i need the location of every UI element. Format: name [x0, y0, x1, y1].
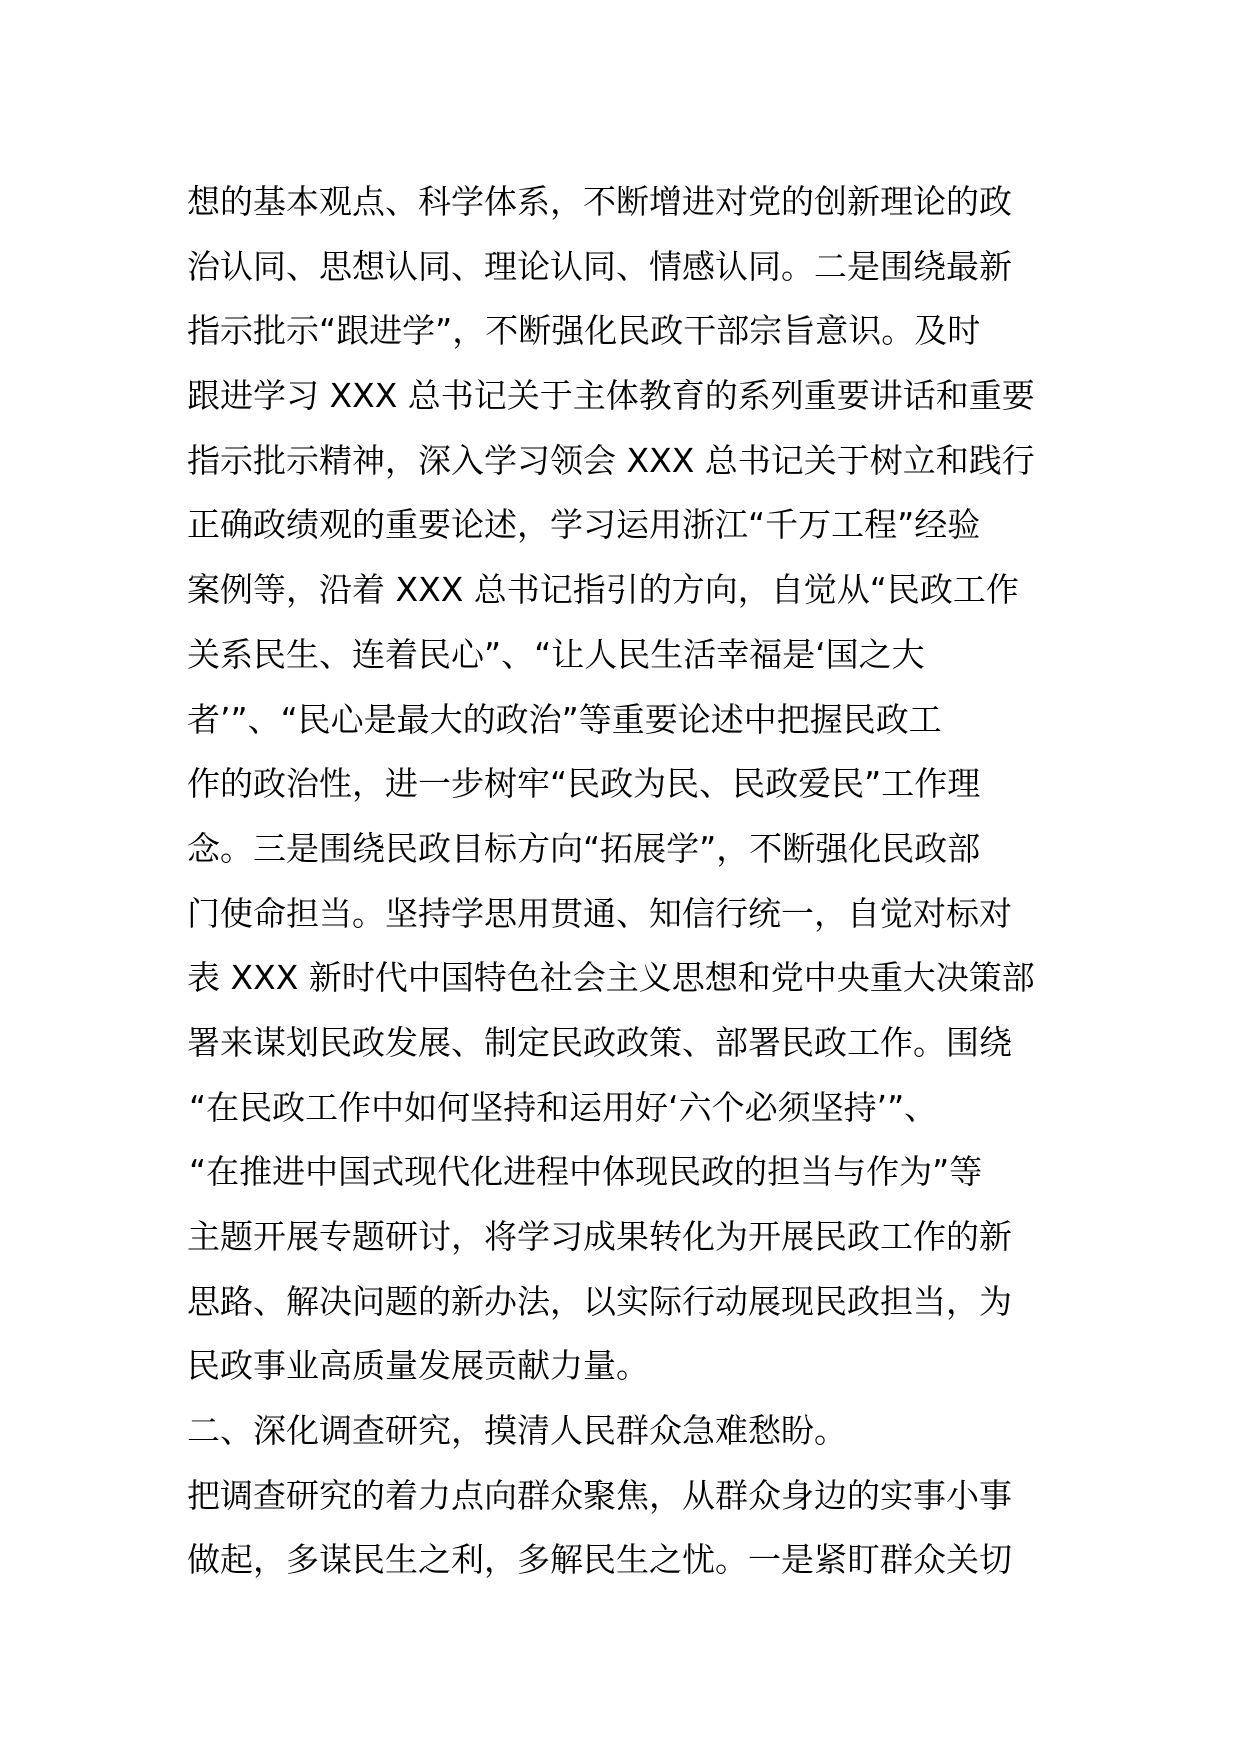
text-line: 跟进学习 XXX 总书记关于主体教育的系列重要讲话和重要	[187, 376, 1035, 416]
text-line: 门使命担当。坚持学思用贯通、知信行统一，自觉对标对	[187, 893, 1012, 933]
text-line: 作的政治性，进一步树牢“民政为民、民政爱民”工作理	[187, 764, 981, 804]
text-line: 治认同、思想认同、理论认同、情感认同。二是围绕最新	[187, 246, 1012, 286]
text-line: 案例等，沿着 XXX 总书记指引的方向，自觉从“民政工作	[187, 570, 1019, 610]
text-line: 指示批示精神，深入学习领会 XXX 总书记关于树立和践行	[187, 440, 1035, 480]
text-line: 念。三是围绕民政目标方向“拓展学”，不断强化民政部	[187, 828, 981, 868]
text-line: 民政事业高质量发展贡献力量。	[187, 1346, 649, 1386]
text-line: 做起，多谋民生之利，多解民生之忧。一是紧盯群众关切	[187, 1540, 1012, 1580]
text-line: 者’”、“民心是最大的政治”等重要论述中把握民政工	[187, 699, 942, 739]
text-line: “在推进中国式现代化进程中体现民政的担当与作为”等	[189, 1152, 983, 1192]
text-line: 关系民生、连着民心”、“让人民生活幸福是‘国之大	[187, 634, 925, 674]
text-line: 署来谋划民政发展、制定民政政策、部署民政工作。围绕	[187, 1022, 1012, 1062]
text-line: 把调查研究的着力点向群众聚焦，从群众身边的实事小事	[187, 1475, 1012, 1515]
section-heading: 二、深化调查研究，摸清人民群众急难愁盼。	[187, 1411, 847, 1451]
text-line: 指示批示“跟进学”，不断强化民政干部宗旨意识。及时	[187, 311, 981, 351]
text-line: “在民政工作中如何坚持和运用好‘六个必须坚持’”、	[189, 1087, 938, 1127]
text-line: 正确政绩观的重要论述，学习运用浙江“千万工程”经验	[187, 505, 981, 545]
body-text	[187, 170, 1067, 1593]
text-line: 主题开展专题研讨，将学习成果转化为开展民政工作的新	[187, 1217, 1012, 1256]
text-line: 想的基本观点、科学体系，不断增进对党的创新理论的政	[187, 182, 1012, 221]
text-line: 思路、解决问题的新办法，以实际行动展现民政担当，为	[187, 1281, 1012, 1321]
text-line: 表 XXX 新时代中国特色社会主义思想和党中央重大决策部	[187, 958, 1035, 998]
